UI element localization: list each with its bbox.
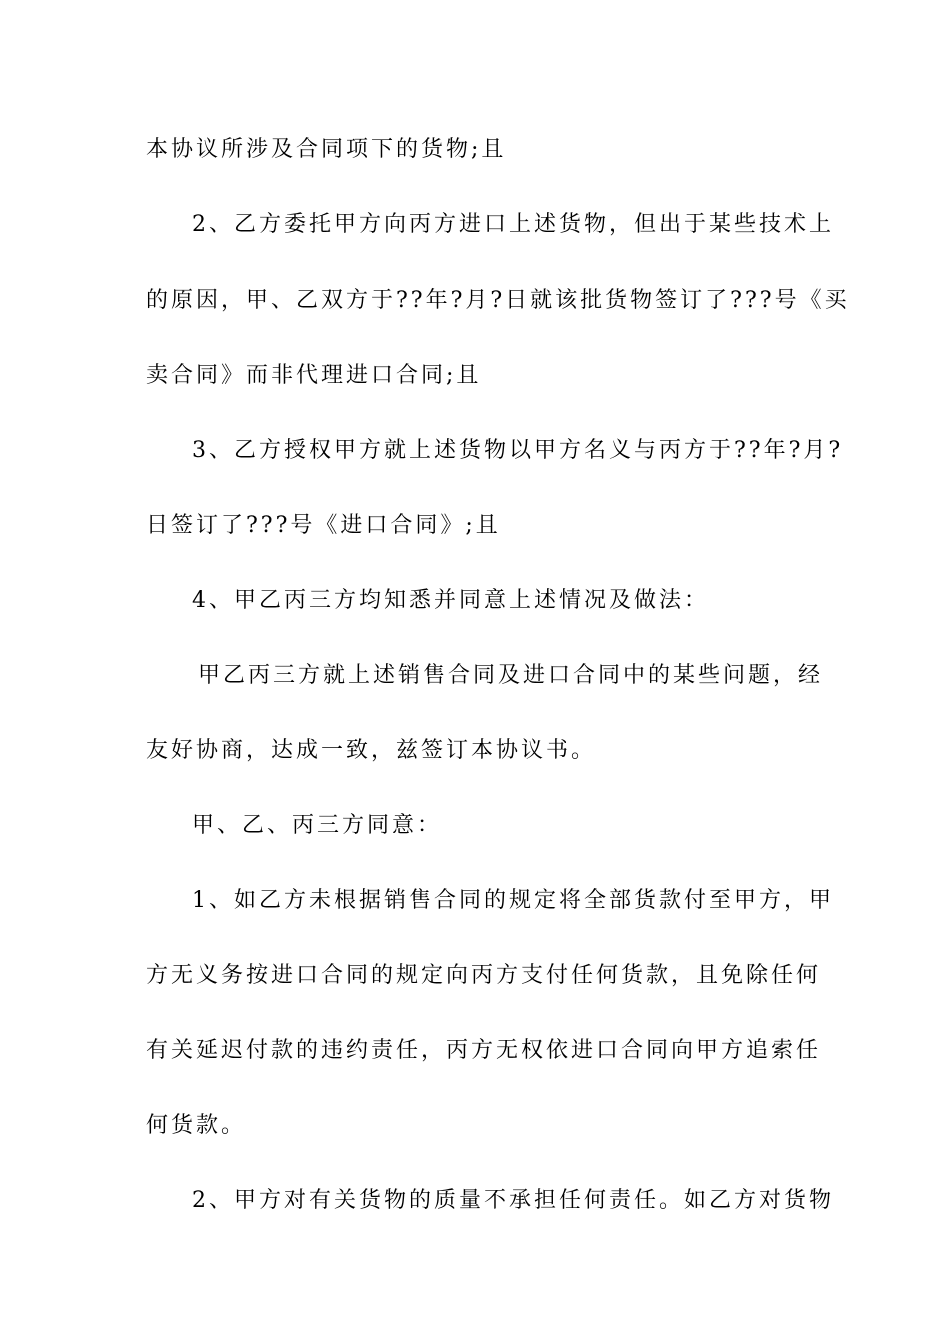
text-line: 有关延迟付款的违约责任，丙方无权依进口合同向甲方追索任 — [146, 1038, 822, 1063]
text-line: 方无义务按进口合同的规定向丙方支付任何货款，且免除任何 — [146, 963, 822, 988]
text-line: 1、如乙方未根据销售合同的规定将全部货款付至甲方，甲 — [192, 888, 834, 913]
text-line: 2、甲方对有关货物的质量不承担任何责任。如乙方对货物 — [192, 1188, 834, 1213]
text-line: 甲、乙、丙三方同意： — [192, 813, 443, 838]
text-line: 2、乙方委托甲方向丙方进口上述货物，但出于某些技术上 — [192, 212, 834, 237]
text-line: 的原因，甲、乙双方于??年?月?日就该批货物签订了???号《买 — [146, 288, 850, 313]
text-line: 日签订了???号《进口合同》;且 — [146, 513, 501, 538]
text-line: 卖合同》而非代理进口合同;且 — [146, 363, 482, 388]
text-line: 本协议所涉及合同项下的货物;且 — [146, 137, 507, 162]
text-line: 甲乙丙三方就上述销售合同及进口合同中的某些问题，经 — [198, 663, 824, 688]
text-line: 4、甲乙丙三方均知悉并同意上述情况及做法： — [192, 588, 709, 613]
text-line: 友好协商，达成一致，兹签订本协议书。 — [146, 738, 597, 763]
text-line: 3、乙方授权甲方就上述货物以甲方名义与丙方于??年?月? — [192, 438, 844, 463]
text-line: 何货款。 — [146, 1113, 247, 1138]
